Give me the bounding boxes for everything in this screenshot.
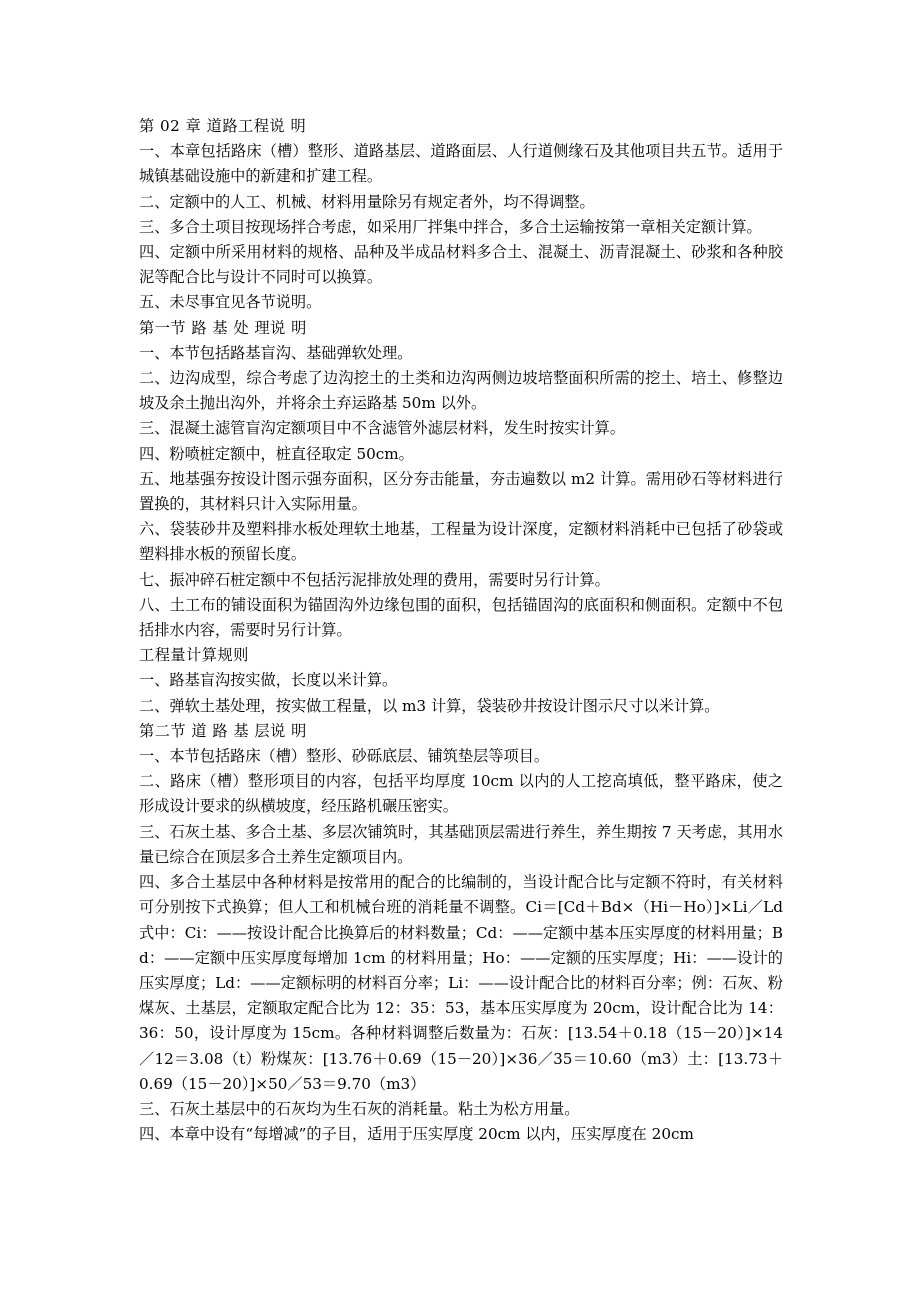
paragraph: 三、石灰土基层中的石灰均为生石灰的消耗量。粘土为松方用量。	[139, 1099, 580, 1118]
paragraph: 三、多合土项目按现场拌合考虑，如采用厂拌集中拌合，多合土运输按第一章相关定额计算。	[139, 217, 762, 236]
paragraph: 七、振冲碎石桩定额中不包括污泥排放处理的费用，需要时另行计算。	[139, 570, 610, 589]
paragraph: 四、多合土基层中各种材料是按常用的配合的比编制的，当设计配合比与定额不符时，有关材料可分别按下式换算；但人工和机械台班的消耗量不调整。Ci＝[Cd＋Bd×（Hi－Ho）]×Li／Ld 式中：Ci：——按设计配合比换算后的材料数量；Cd：——定额中基本压实厚度的材料用量；Bd：——定额中压实厚度每增加 1cm 的材料用量；Ho：——定额的压实厚度；Hi：——设计的压实厚度；Ld：——定额标明的材料百分率；Li：——设计配合比的材料百分率；例：石灰、粉煤灰、土基层，定额取定配合比为 12：35：53，基本压实厚度为 20cm，设计配合比为 14：36：50，设计厚度为 15cm。各种材料调整后数量为：石灰：[13.54＋0.18（15－20）]×14／12＝3.08（t）粉煤灰：[13.76＋0.69（15－20）]×36／35＝10.60（m3）土：[13.73＋0.69（15－20）]×50／53＝9.70（m3）	[139, 873, 783, 1093]
paragraph: 一、本节包括路床（槽）整形、砂砾底层、铺筑垫层等项目。	[139, 747, 550, 766]
paragraph: 四、本章中设有“每增减”的子目，适用于压实厚度 20cm 以内，压实厚度在 20cm	[139, 1125, 694, 1144]
paragraph: 六、袋装砂井及塑料排水板处理软土地基，工程量为设计深度，定额材料消耗中已包括了砂袋或塑料排水板的预留长度。	[139, 520, 783, 564]
paragraph: 二、弹软土基处理，按实做工程量，以 m3 计算，袋装砂井按设计图示尺寸以米计算。	[139, 696, 720, 715]
paragraph: 二、路床（槽）整形项目的内容，包括平均厚度 10cm 以内的人工挖高填低，整平路床，使之形成设计要求的纵横坡度，经压路机碾压密实。	[139, 772, 783, 816]
chapter-title: 第 02 章 道路工程说 明	[139, 117, 307, 135]
paragraph: 二、边沟成型，综合考虑了边沟挖土的土类和边沟两侧边坡培整面积所需的挖土、培土、修整边坡及余土抛出沟外，并将余土弃运路基 50m 以外。	[139, 369, 783, 413]
paragraph: 八、土工布的铺设面积为锚固沟外边缘包围的面积，包括锚固沟的底面积和侧面积。定额中不包括排水内容，需要时另行计算。	[139, 595, 783, 640]
paragraph: 一、路基盲沟按实做，长度以米计算。	[139, 671, 398, 690]
section-title: 第一节 路 基 处 理说 明	[139, 318, 307, 337]
section-title: 第二节 道 路 基 层说 明	[139, 721, 307, 740]
paragraph: 三、混凝土滤管盲沟定额项目中不含滤管外滤层材料，发生时按实计算。	[139, 419, 625, 438]
subsection-title: 工程量计算规则	[139, 646, 249, 665]
paragraph: 三、石灰土基、多合土基、多层次铺筑时，其基础顶层需进行养生，养生期按 7 天考虑，其用水量已综合在顶层多合土养生定额项目内。	[139, 822, 783, 866]
paragraph: 二、定额中的人工、机械、材料用量除另有规定者外，均不得调整。	[139, 192, 595, 211]
document-body	[139, 114, 783, 1147]
paragraph: 五、地基强夯按设计图示强夯面积，区分夯击能量，夯击遍数以 m2 计算。需用砂石等材料进行置换的，其材料只计入实际用量。	[139, 469, 783, 514]
paragraph: 一、本节包括路基盲沟、基础弹软处理。	[139, 343, 413, 362]
paragraph: 五、未尽事宜见各节说明。	[139, 293, 322, 312]
paragraph: 四、定额中所采用材料的规格、品种及半成品材料多合土、混凝土、沥青混凝土、砂浆和各种胶泥等配合比与设计不同时可以换算。	[139, 243, 783, 287]
paragraph: 四、粉喷桩定额中，桩直径取定 50cm。	[139, 444, 414, 463]
paragraph: 一、本章包括路床（槽）整形、道路基层、道路面层、人行道侧缘石及其他项目共五节。适用于城镇基础设施中的新建和扩建工程。	[139, 142, 783, 186]
